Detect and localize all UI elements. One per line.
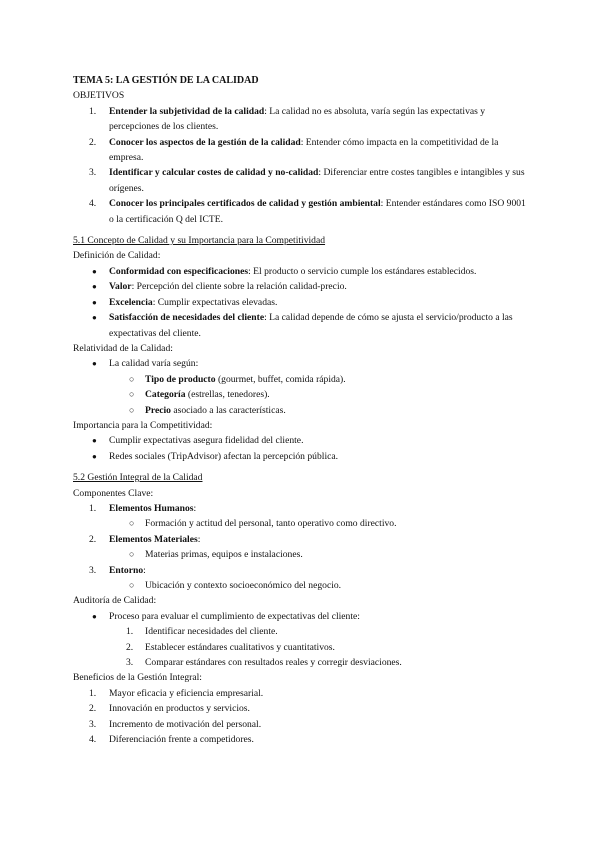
list-item: ● La calidad varía según: [73, 356, 531, 371]
list-item: 3. Incremento de motivación del personal. [89, 718, 262, 730]
circle-bullet-icon: ○ [129, 580, 135, 590]
list-item: 4. Diferenciación frente a competidores. [89, 734, 254, 746]
benefits-label: Beneficios de la Gestión Integral: [73, 672, 202, 684]
audit-label: Auditoría de Calidad: [73, 595, 157, 607]
list-item: 1. Elementos Humanos: [89, 502, 197, 514]
bullet-icon: ● [92, 313, 97, 323]
list-item: 3. Identificar y calcular costes de calidad y no-calidad: Diferenciar entre costes tangibles e intangibles y sus orígenes. [89, 167, 525, 194]
list-item: ● Proceso para evaluar el cumplimiento de expectativas del cliente: [73, 609, 531, 624]
list-item: 4. Conocer los principales certificados de calidad y gestión ambiental: Entender estándares como ISO 9001 o la certificación Q del ICTE. [89, 198, 526, 225]
circle-bullet-icon: ○ [129, 404, 135, 415]
section-heading: 5.1 Concepto de Calidad y su Importancia para la Competitividad [73, 235, 326, 247]
document-page [73, 73, 531, 747]
objectives-label: OBJETIVOS [73, 90, 125, 102]
circle-bullet-icon: ○ [129, 549, 135, 560]
list-item: ○ Categoría (estrellas, tenedores). [73, 387, 531, 402]
bullet-icon: ● [92, 359, 97, 369]
circle-bullet-icon: ○ [129, 373, 135, 384]
page-title: TEMA 5: LA GESTIÓN DE LA CALIDAD [73, 75, 259, 86]
relativity-list [73, 356, 531, 418]
list-item: ○ Formación y actitud del personal, tanto operativo como directivo. [73, 516, 531, 531]
list-item: ● Cumplir expectativas asegura fidelidad del cliente. [73, 433, 531, 448]
objectives-list [73, 104, 531, 227]
list-item: ○ Tipo de producto (gourmet, buffet, comida rápida). [73, 372, 531, 387]
relativity-label: Relatividad de la Calidad: [73, 342, 173, 354]
list-item: 2. Innovación en productos y servicios. [89, 703, 250, 715]
list-item: ○ Materias primas, equipos e instalaciones. [73, 547, 531, 562]
list-item: 2. Elementos Materiales: [89, 533, 201, 545]
importance-list [73, 433, 531, 464]
list-item: 3. Comparar estándares con resultados reales y corregir desviaciones. [126, 657, 402, 669]
components-list [73, 501, 531, 593]
circle-bullet-icon: ○ [129, 518, 135, 529]
definitions-list [73, 264, 531, 341]
list-item: ● Excelencia: Cumplir expectativas elevadas. [73, 295, 531, 310]
list-item: ● Satisfacción de necesidades del cliente: La calidad depende de cómo se ajusta el servicio/producto a las expectativas del cliente. [92, 312, 513, 339]
bullet-icon: ● [92, 282, 97, 292]
components-label: Componentes Clave: [73, 487, 154, 499]
list-item: 1. Entender la subjetividad de la calidad: La calidad no es absoluta, varía según las expectativas y percepciones de los clientes. [89, 105, 486, 133]
list-item: 3. Entorno: [89, 564, 146, 576]
bullet-icon: ● [92, 451, 97, 461]
list-item: 2. Establecer estándares cualitativos y cuantitativos. [126, 641, 335, 653]
bullet-icon: ● [92, 436, 97, 446]
benefits-list [73, 686, 531, 748]
list-item: ● Valor: Percepción del cliente sobre la relación calidad-precio. [73, 279, 531, 294]
list-item: 2. Conocer los aspectos de la gestión de la calidad: Entender cómo impacta en la competitividad de la empresa. [89, 136, 499, 164]
bullet-icon: ● [92, 611, 97, 621]
bullet-icon: ● [92, 266, 97, 276]
list-item: ○ Precio asociado a las características. [73, 403, 531, 418]
circle-bullet-icon: ○ [129, 389, 135, 400]
audit-list [73, 609, 531, 671]
bullet-icon: ● [92, 297, 97, 307]
importance-label: Importancia para la Competitividad: [73, 419, 213, 431]
list-item: ● Redes sociales (TripAdvisor) afectan la percepción pública. [73, 449, 531, 464]
list-item: ○ Ubicación y contexto socioeconómico del negocio. [73, 578, 531, 593]
section-heading: 5.2 Gestión Integral de la Calidad [73, 472, 203, 484]
definition-label: Definición de Calidad: [73, 250, 161, 262]
list-item: 1. Identificar necesidades del cliente. [126, 626, 278, 638]
list-item: 1. Mayor eficacia y eficiencia empresarial. [89, 687, 264, 699]
list-item: ● Conformidad con especificaciones: El producto o servicio cumple los estándares establecidos. [73, 264, 531, 279]
